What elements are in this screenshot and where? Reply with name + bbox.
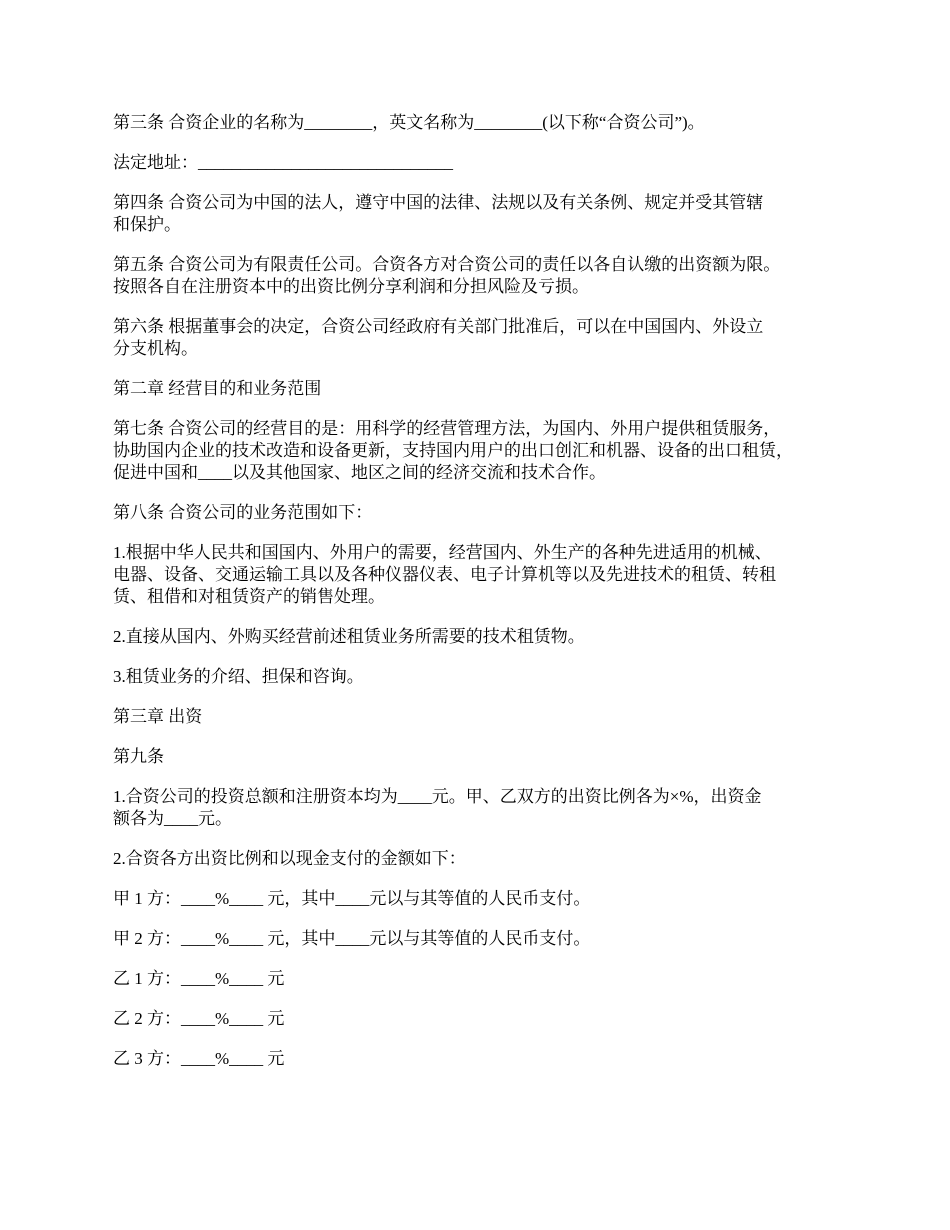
party-b2-line: 乙 2 方：____%____ 元	[113, 1009, 285, 1028]
article-3-paragraph: 第三条 合资企业的名称为________，英文名称为________(以下称“合资公司”)。	[113, 113, 705, 132]
investment-item-1: 1.合资公司的投资总额和注册资本均为____元。甲、乙双方的出资比例各为×%，出资金 额各为____元。	[113, 787, 762, 828]
investment-item-2: 2.合资各方出资比例和以现金支付的金额如下：	[113, 849, 466, 868]
article-4-paragraph: 第四条 合资公司为中国的法人，遵守中国的法律、法规以及有关条例、规定并受其管辖 和保护。	[113, 193, 764, 234]
article-7-paragraph: 第七条 合资公司的经营目的是：用科学的经营管理方法，为国内、外用户提供租赁服务， 协助国内企业的技术改造和设备更新，支持国内用户的出口创汇和机器、设备的出口租赁， 促进中国和____以及其他国家、地区之间的经济交流和技术合作。	[113, 419, 793, 482]
article-8-paragraph: 第八条 合资公司的业务范围如下：	[113, 503, 373, 522]
article-5-paragraph: 第五条 合资公司为有限责任公司。合资各方对合资公司的责任以各自认缴的出资额为限。 按照各自在注册资本中的出资比例分享利润和分担风险及亏损。	[113, 255, 781, 296]
business-scope-item-3: 3.租赁业务的介绍、担保和咨询。	[113, 667, 364, 686]
document-body	[113, 112, 858, 1088]
article-9-heading: 第九条	[113, 747, 164, 766]
business-scope-item-2: 2.直接从国内、外购买经营前述租赁业务所需要的技术租赁物。	[113, 627, 585, 646]
legal-address-paragraph: 法定地址：______________________________	[113, 153, 453, 172]
party-b3-line: 乙 3 方：____%____ 元	[113, 1049, 285, 1068]
article-6-paragraph: 第六条 根据董事会的决定，合资公司经政府有关部门批准后，可以在中国国内、外设立 分支机构。	[113, 317, 764, 358]
business-scope-item-1: 1.根据中华人民共和国国内、外用户的需要，经营国内、外生产的各种先进适用的机械、 电器、设备、交通运输工具以及各种仪器仪表、电子计算机等以及先进技术的租赁、转租 赁、租借和对租赁资产的销售处理。	[113, 543, 776, 606]
chapter-3-heading: 第三章 出资	[113, 707, 203, 726]
party-b1-line: 乙 1 方：____%____ 元	[113, 969, 285, 988]
chapter-2-heading: 第二章 经营目的和业务范围	[113, 379, 322, 398]
party-a1-line: 甲 1 方：____%____ 元，其中____元以与其等值的人民币支付。	[113, 889, 591, 908]
party-a2-line: 甲 2 方：____%____ 元，其中____元以与其等值的人民币支付。	[113, 929, 591, 948]
